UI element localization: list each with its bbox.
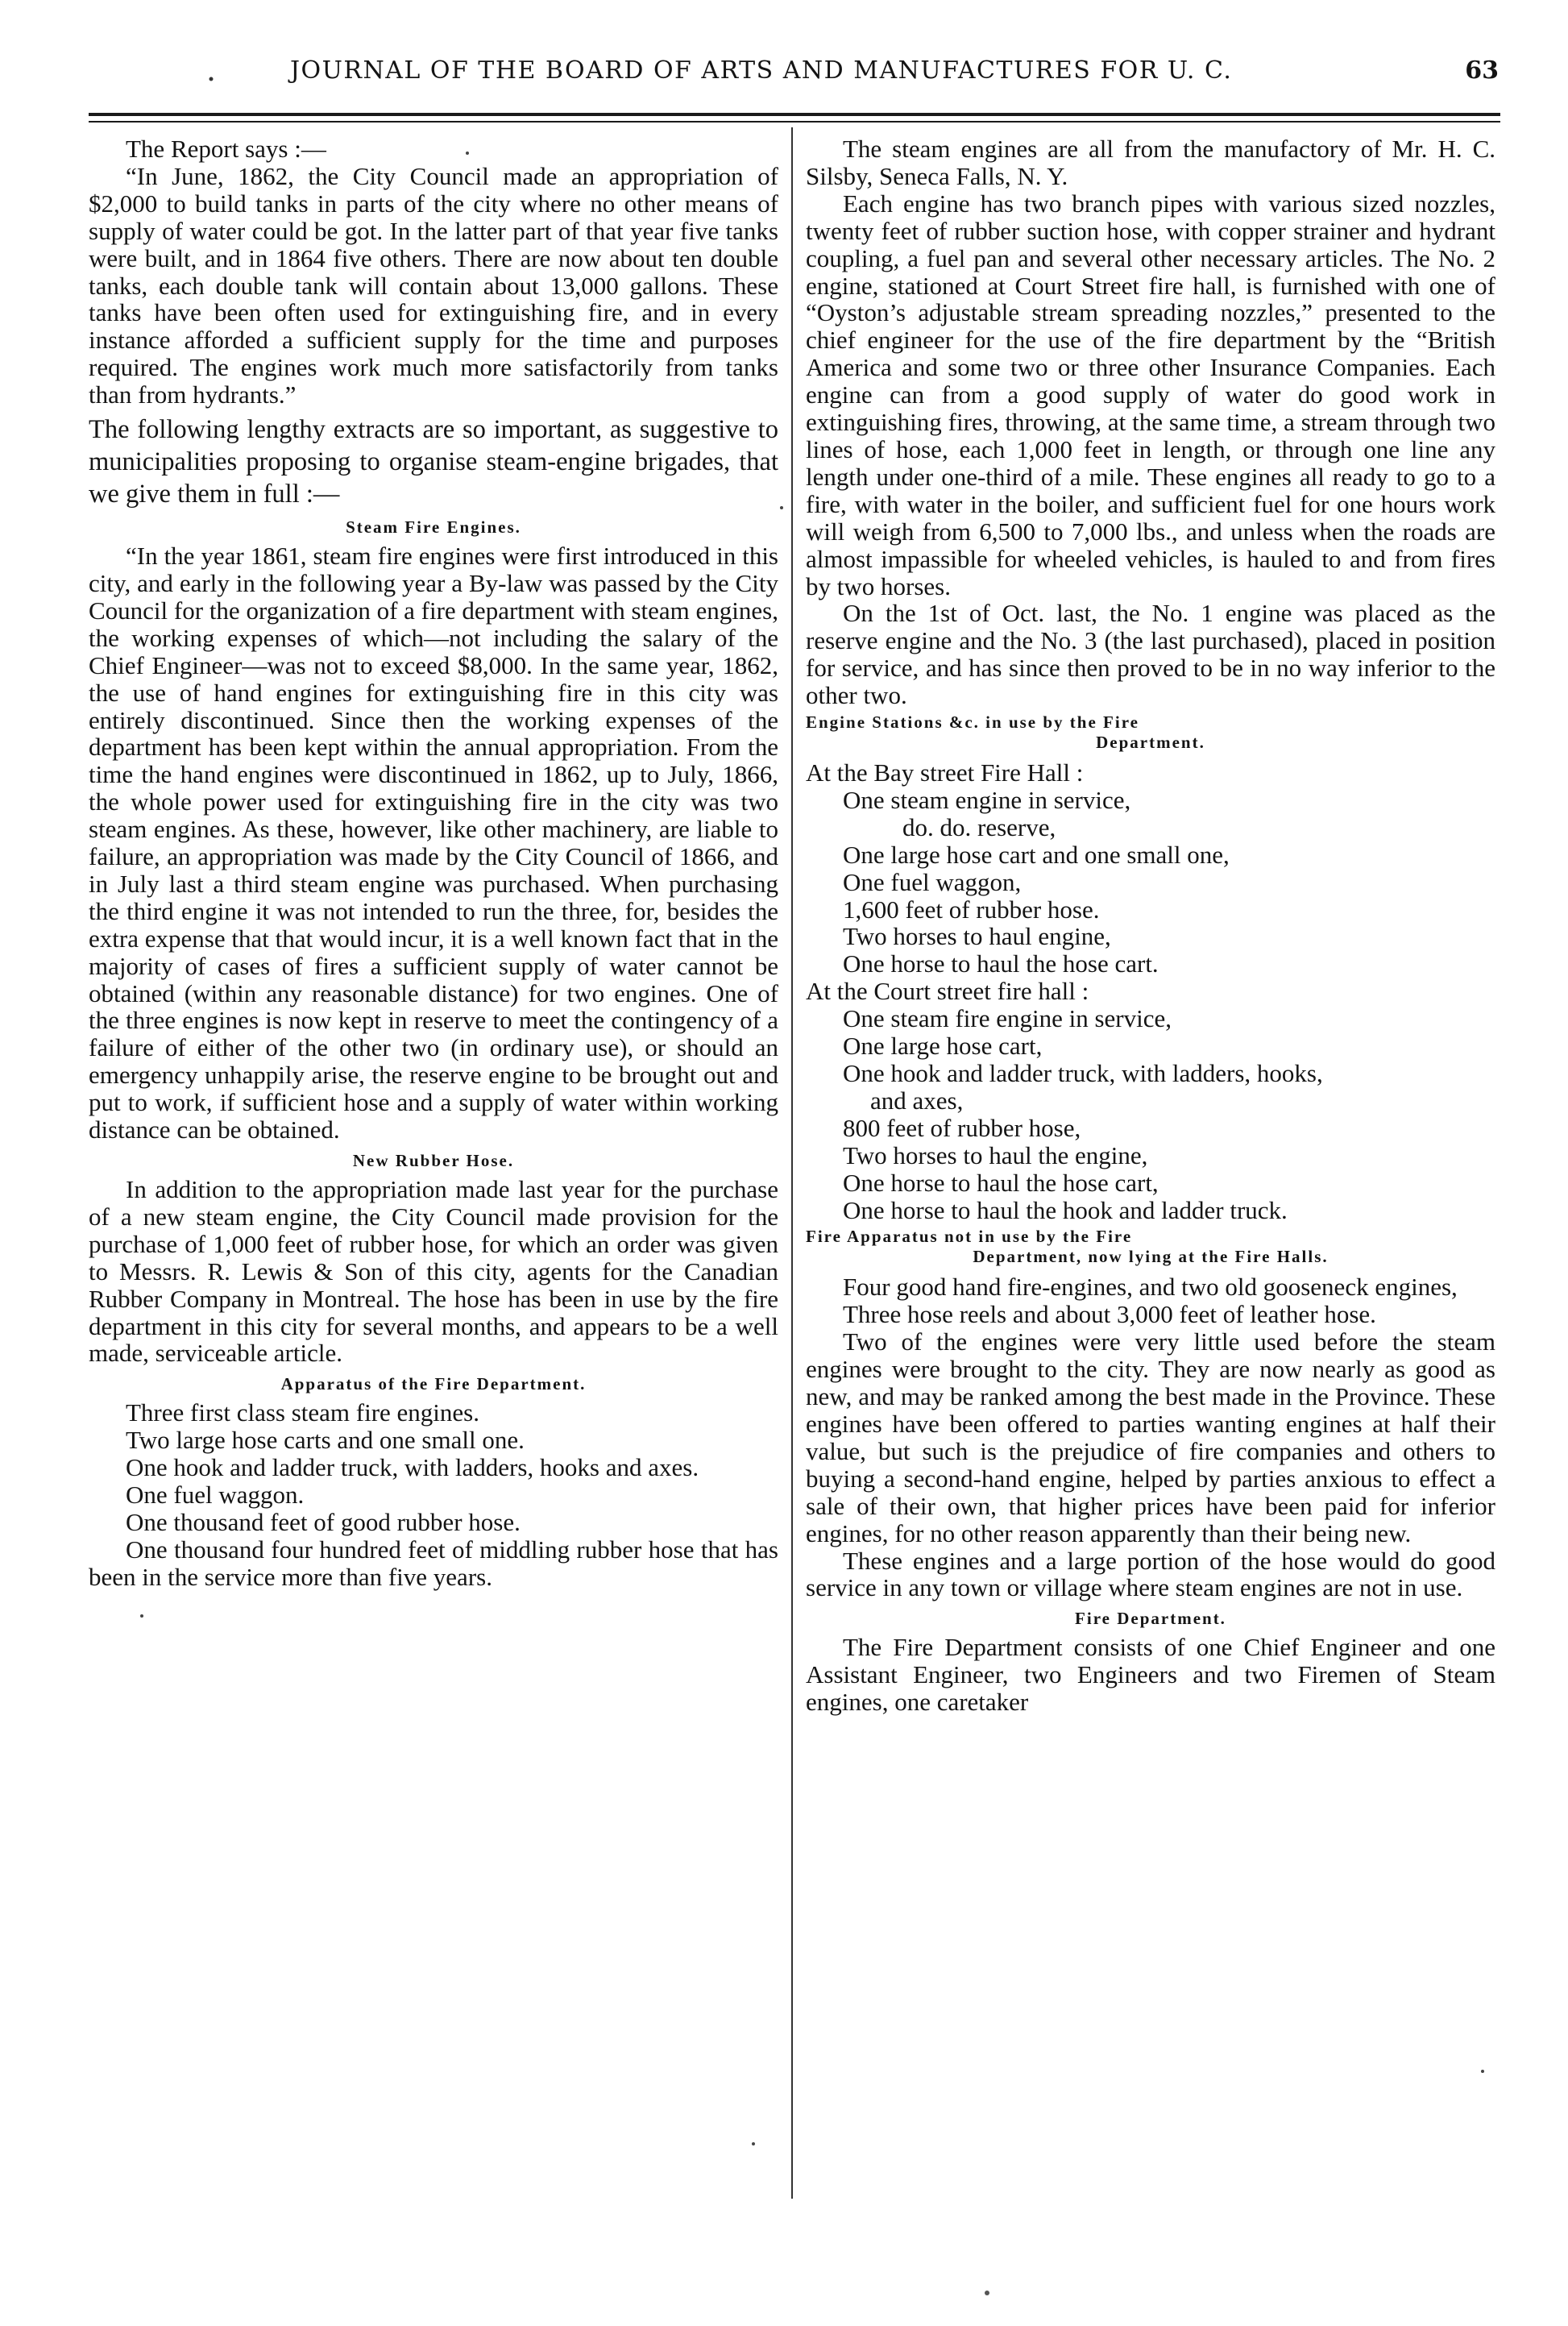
station-intro: At the Bay street Fire Hall :: [806, 758, 1084, 787]
list-item: Two horses to haul the engine,: [843, 1140, 1148, 1169]
paragraph: Each engine has two branch pipes with various sized nozzles, twenty feet of rubber suction hose, with copper strainer and hydrant coupling, a fuel pan and several other necessary articles. The No. 2 engine, stationed at Court Street fire hall, is furnished with one of “Oyston’s adjustable stream spreading nozzles,” presented to the chief engineer for the use of the fire department by the “British America and some two or three other Insurance Companies. Each engine can from a good supply of water do good work in extinguishing fires, throwing, at the same time, a stream through two lines of hose, each 1,000 feet in length, or through one line any length under one-third of a mile. These engines all ready to go to a fire, with water in the boiler, and sufficient fuel for one hours work will weigh from 6,500 to 7,000 lbs., and unless when the roads are almost impassible for wheeled vehicles, is hauled to and from fires by two horses.: [806, 189, 1495, 600]
right-column: [806, 135, 1495, 1716]
list-item: One steam fire engine in service,: [843, 1004, 1172, 1033]
paragraph: The Report says :—: [126, 135, 326, 163]
header-rule-thin: [89, 121, 1500, 123]
list-item: do. do. reserve,: [902, 812, 1056, 841]
paragraph: “In June, 1862, the City Council made an appropriation of $2,000 to build tanks in parts of the city where no other means of supply of water could be got. In the latter part of that year five tanks were built, and in 1864 five others. There are now about ten double tanks, each double tank will contain about 13,000 gallons. These tanks have been often used for extinguishing fire, and in every instance afforded a sufficient supply for the time and purposes required. The engines work much more satisfactorily from tanks than from hydrants.”: [89, 161, 778, 409]
section-heading: New Rubber Hose.: [352, 1151, 515, 1170]
paragraph: These engines and a large portion of the hose would do good service in any town or village where steam engines are not in use.: [806, 1546, 1495, 1602]
paragraph: On the 1st of Oct. last, the No. 1 engine was placed as the reserve engine and the No. 3 (the last purchased), placed in position for service, and has since then proved to be in no way inferior to the other two.: [806, 599, 1495, 710]
page-number: 63: [1465, 56, 1499, 85]
left-column: [89, 135, 778, 1591]
list-item: Three first class steam fire engines.: [126, 1398, 479, 1427]
list-item: 1,600 feet of rubber hose.: [843, 895, 1100, 924]
paragraph: Three hose reels and about 3,000 feet of leather hose.: [843, 1300, 1376, 1329]
list-item: One large hose cart and one small one,: [843, 840, 1230, 869]
journal-title: JOURNAL OF THE BOARD OF ARTS AND MANUFACTURES FOR U. C.: [290, 56, 1233, 85]
list-item: One fuel waggon,: [843, 867, 1022, 896]
list-item: One fuel waggon.: [126, 1481, 305, 1510]
list-item: 800 feet of rubber hose,: [843, 1113, 1081, 1142]
paragraph: The steam engines are all from the manufactory of Mr. H. C. Silsby, Seneca Falls, N. Y.: [806, 135, 1495, 190]
list-item: One steam engine in service,: [843, 785, 1131, 814]
list-item: One hook and ladder truck, with ladders, hooks and axes.: [126, 1453, 699, 1482]
list-item: Two horses to haul engine,: [843, 922, 1111, 951]
column-divider: [791, 127, 793, 2199]
section-heading: Apparatus of the Fire Department.: [280, 1374, 587, 1394]
paragraph: Four good hand fire-engines, and two old gooseneck engines,: [843, 1273, 1458, 1302]
list-item: One large hose cart,: [843, 1032, 1043, 1061]
paragraph: “In the year 1861, steam fire engines were first introduced in this city, and early in the following year a By-law was passed by the City Council for the organization of a fire department with steam engines, the working expenses of which—not including the salary of the Chief Engineer—was not to exceed $8,000. In the same year, 1862, the use of hand engines for extinguishing fire in this city was entirely discontinued. Since then the working expenses of the department has been kept within the annual appropriation. From the time the hand engines were discontinued in 1862, up to July, 1866, the whole power used for extinguishing fire in the city was two steam engines. As these, however, like other machinery, are liable to failure, an appropriation was made by the City Council of 1866, and in July last a third steam engine was purchased. When purchasing the third engine it was not intended to run the three, for, besides the extra expense that that would incur, it is a well known fact that in the majority of cases of fires a sufficient supply of water cannot be obtained (within any reasonable distance) for two engines. One of the three engines is now kept in reserve to meet the contingency of a failure of either of the other two (in ordinary use), or should an emergency unhappily arise, the reserve engine to be brought out and put to work, if sufficient hose and a supply of water within working distance can be obtained.: [89, 542, 778, 1144]
paragraph: The Fire Department consists of one Chief Engineer and one Assistant Engineer, two Engineers and two Firemen of Steam engines, one caretaker: [806, 1633, 1495, 1717]
heading-line: Fire Apparatus not in use by the Fire: [806, 1227, 1133, 1247]
section-heading: Fire Department.: [1075, 1609, 1226, 1629]
heading-line: Department.: [1096, 733, 1205, 753]
list-item: One thousand four hundred feet of middling rubber hose that has been in the service more than five years.: [89, 1535, 778, 1591]
paragraph: The following lengthy extracts are so important, as suggestive to municipalities proposing to organise steam-engine brigades, that we give them in full :—: [89, 415, 778, 509]
list-item: One horse to haul the hose cart.: [843, 949, 1159, 978]
paragraph: Two of the engines were very little used before the steam engines were brought to the city. They are now nearly as good as new, and may be ranked among the best made in the Province. These engines have been offered to parties wanting engines at half their value, but such is the prejudice of fire companies and others to buying a second-hand engine, helped by parties anxious to effect a sale of their own, that higher prices have been paid for inferior engines, for no other reason apparently than their being new.: [806, 1327, 1495, 1547]
list-item: and axes,: [870, 1086, 964, 1115]
section-heading: [806, 1227, 1495, 1267]
list-item: One horse to haul the hook and ladder truck.: [843, 1195, 1288, 1224]
section-heading: [806, 712, 1495, 753]
page-header: [89, 50, 1499, 98]
list-item: Two large hose carts and one small one.: [126, 1426, 525, 1455]
heading-line: Engine Stations &c. in use by the Fire: [806, 712, 1139, 733]
section-heading: Steam Fire Engines.: [346, 517, 521, 538]
header-rule-thick: [89, 113, 1500, 116]
list-item: One thousand feet of good rubber hose.: [126, 1507, 521, 1536]
list-item: One horse to haul the hose cart,: [843, 1168, 1159, 1197]
paragraph: In addition to the appropriation made last year for the purchase of a new steam engine, the City Council made provision for the purchase of 1,000 feet of rubber hose, for which an order was given to Messrs. R. Lewis & Son of this city, agents for the Canadian Rubber Company in Montreal. The hose has been in use by the fire department in this city for several months, and appears to be a well made, serviceable article.: [89, 1175, 778, 1368]
list-item: One hook and ladder truck, with ladders, hooks,: [843, 1059, 1323, 1087]
heading-line: Department, now lying at the Fire Halls.: [973, 1247, 1329, 1267]
station-intro: At the Court street fire hall :: [806, 977, 1089, 1006]
